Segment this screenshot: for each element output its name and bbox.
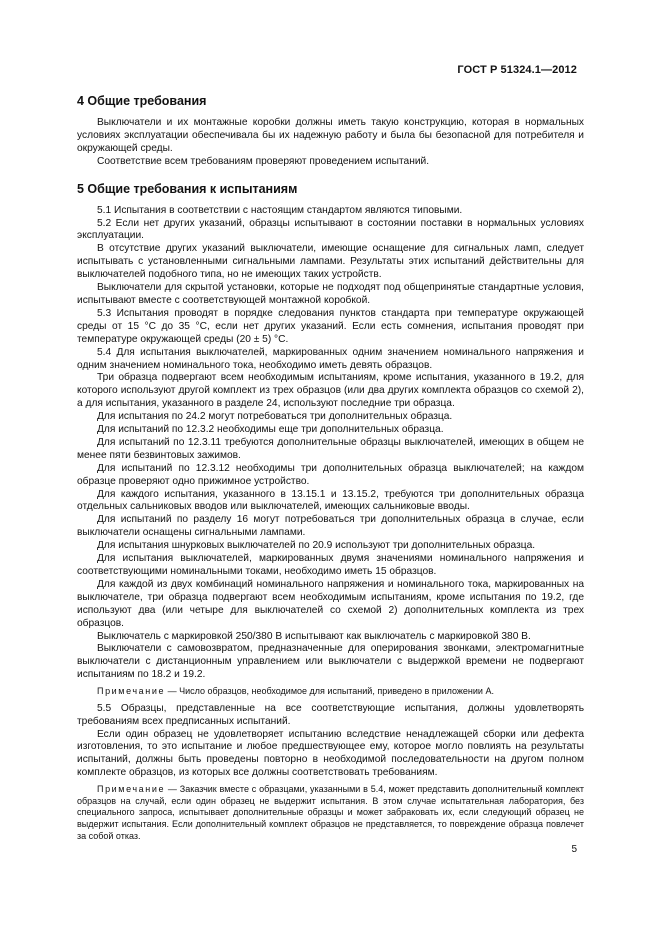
note-text: — Число образцов, необходимое для испытаний, приведено в приложении А. bbox=[165, 686, 494, 697]
document-header: ГОСТ Р 51324.1—2012 bbox=[457, 64, 577, 76]
paragraph: Для испытаний по 12.3.11 требуются дополнительные образцы выключателей, имеющих в общем не менее пяти безвинтовых зажимов. bbox=[77, 436, 584, 461]
paragraph: Для испытаний по разделу 16 могут потребоваться три дополнительных образца в случае, если выключатели оснащены сигнальными лампами. bbox=[77, 514, 584, 539]
paragraph: 5.1 Испытания в соответствии с настоящим стандартом являются типовыми. bbox=[97, 204, 463, 216]
paragraph: Для испытания по 24.2 могут потребоваться три дополнительных образца. bbox=[97, 411, 453, 423]
page-number: 5 bbox=[571, 844, 577, 855]
paragraph: 5.4 Для испытания выключателей, маркированных одним значением номинального напряжения и одним значением номинального тока, необходимо иметь девять образцов. bbox=[77, 346, 584, 371]
paragraph: Выключатель с маркировкой 250/380 В испытывают как выключатель с маркировкой 380 В. bbox=[97, 630, 531, 642]
paragraph: Для испытания шнурковых выключателей по 20.9 используют три дополнительных образца. bbox=[97, 540, 536, 552]
note-text: — Заказчик вместе с образцами, указанными в 5.4, может представить дополнительный комплект образцов на случай, если один образец не выдержит испытания. В этом случае испытательная лаборатория, без специального запроса, испытывает дополнительные образцы и может забраковать их, если следующий образец не выдержит испытания. Если дополнительный комплект образцов не представляется, то повреждение образца повлечет за собой отказ. bbox=[77, 784, 584, 841]
note-label: Примечание bbox=[97, 784, 166, 795]
paragraph: Выключатели и их монтажные коробки должны иметь такую конструкцию, которая в нормальных условиях эксплуатации обеспечивала бы их надежную работу и была бы безопасной для потребителя и окружающей среды. bbox=[77, 117, 584, 154]
section-5-title: 5 Общие требования к испытаниям bbox=[77, 181, 298, 196]
paragraph: Выключатели с самовозвратом, предназначенные для оперирования звонками, электромагнитные выключатели с дистанционным управлением или выключатели с выдержкой времени не подвергают испытаниям по 18.2 и 19.2. bbox=[77, 643, 584, 681]
paragraph: Для каждого испытания, указанного в 13.15.1 и 13.15.2, требуются три дополнительных образца отдельных сальниковых вводов или выключателей, имеющих сальниковые вводы. bbox=[77, 488, 584, 513]
paragraph: Для испытаний по 12.3.2 необходимы еще три дополнительных образца. bbox=[97, 424, 444, 436]
paragraph: 5.3 Испытания проводят в порядке следования пунктов стандарта при температуре окружающей среды от 15 °C до 35 °C, если нет других указаний. Если есть сомнения, испытания проводят при температуре окружающей среды (20 ± 5) °C. bbox=[77, 307, 584, 345]
paragraph: Три образца подвергают всем необходимым испытаниям, кроме испытания, указанного в 19.2, для которого используют другой комплект из трех образцов (или два других комплекта образцов со схемой 2), а для испытания, указанного в разделе 24, используют последние три образца. bbox=[77, 372, 584, 410]
paragraph: Для испытаний по 12.3.12 необходимы три дополнительных образца выключателей; на каждом образце проверяют одно прижимное устройство. bbox=[77, 462, 584, 487]
paragraph: 5.2 Если нет других указаний, образцы испытывают в состоянии поставки в нормальных условиях эксплуатации. bbox=[77, 217, 584, 242]
paragraph: В отсутствие других указаний выключатели, имеющие оснащение для сигнальных ламп, следует испытывать с установленными сигнальными лампами. Результаты этих испытаний действительны для выключателей подобного типа, но не имеющих таких устройств. bbox=[77, 243, 584, 281]
paragraph: Для испытания выключателей, маркированных двумя значениями номинального напряжения и соответствующими номинальными токами, необходимо иметь 15 образцов. bbox=[77, 553, 584, 577]
note-label: Примечание bbox=[97, 686, 166, 697]
paragraph: 5.5 Образцы, представленные на все соответствующие испытания, должны удовлетворять требованиям всех предписанных испытаний. bbox=[77, 702, 584, 727]
paragraph: Соответствие всем требованиям проверяют проведением испытаний. bbox=[97, 155, 430, 167]
paragraph: Выключатели для скрытой установки, которые не подходят под общепринятые стандартные условия, испытывают вместе с соответствующей монтажной коробкой. bbox=[77, 282, 584, 306]
document-body bbox=[77, 94, 584, 847]
section-4-title: 4 Общие требования bbox=[77, 94, 207, 108]
note bbox=[77, 784, 584, 842]
note bbox=[77, 686, 584, 698]
paragraph: Для каждой из двух комбинаций номинального напряжения и номинального тока, маркированных на выключателе, три образца подвергают всем необходимым испытаниям, кроме испытания по 19.2, где используют два (или четыре для выключателей со схемой 2) дополнительных комплекта из трех образцов. bbox=[77, 578, 584, 629]
paragraph: Если один образец не удовлетворяет испытанию вследствие ненадлежащей сборки или дефекта изготовления, то это испытание и любое предшествующее ему, которое могло повлиять на результаты испытаний, должны быть проведены повторно в необходимой последовательности на другом полном комплекте образцов, из которых все должны соответствовать требованиям. bbox=[77, 728, 584, 779]
